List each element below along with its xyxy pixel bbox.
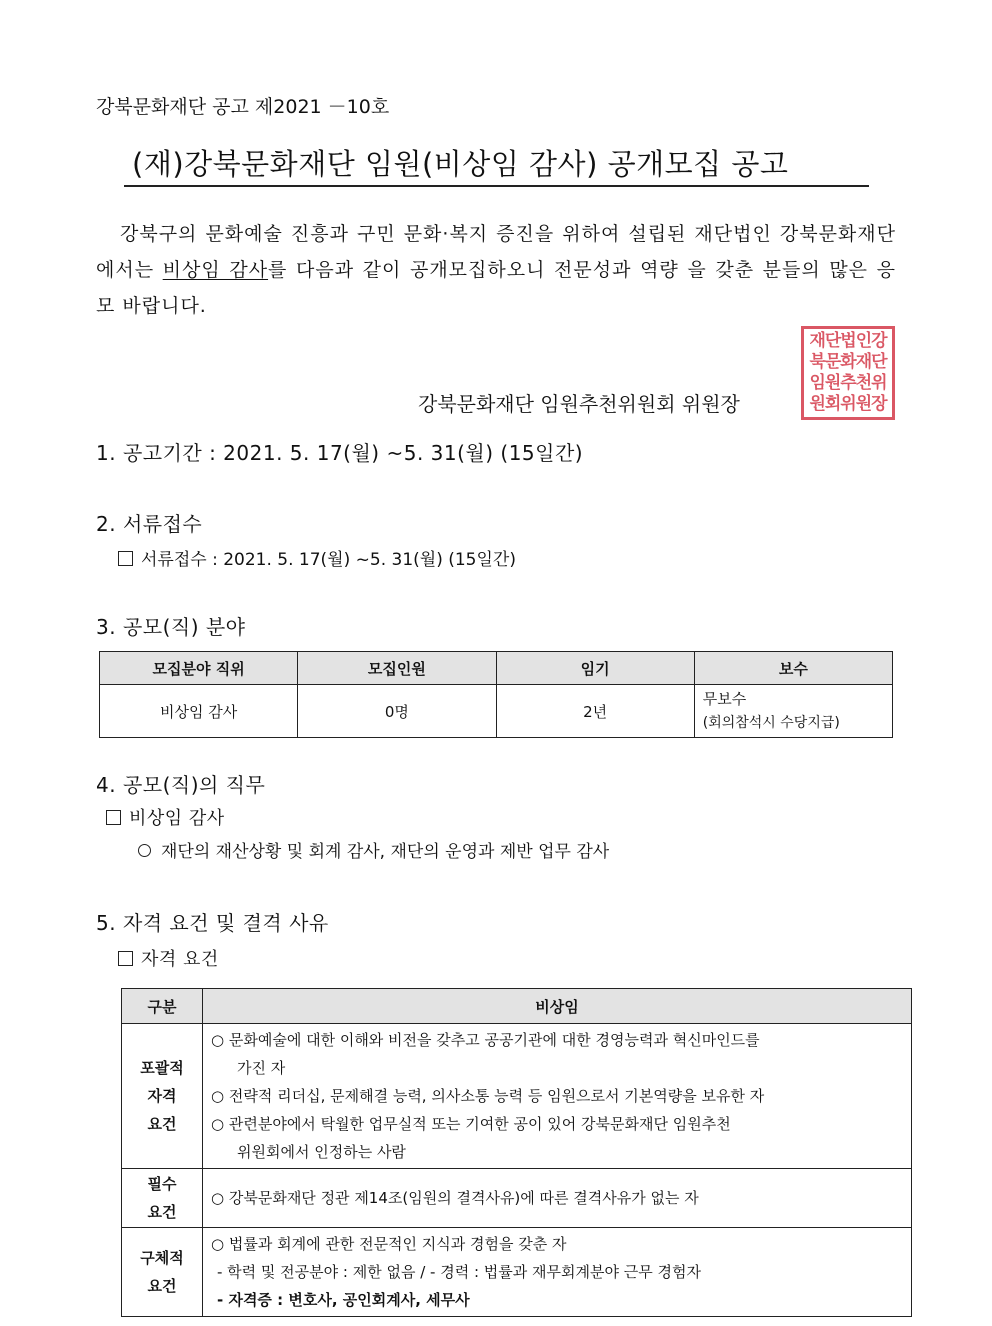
category-cell bbox=[122, 1228, 203, 1317]
intro-line-2-post: 를 다음과 같이 공개모집하오니 전문성과 역량 bbox=[268, 259, 679, 281]
intro-paragraph bbox=[96, 216, 896, 324]
table-header-cell: 모집인원 bbox=[298, 652, 496, 685]
requirement-line: ○ 강북문화재단 정관 제14조(임원의 결격사유)에 따른 결격사유가 없는 자 bbox=[211, 1189, 699, 1207]
table-row bbox=[100, 685, 893, 738]
table-header-row bbox=[122, 989, 912, 1024]
category-line: 요건 bbox=[147, 1277, 177, 1295]
requirement-cell bbox=[203, 1228, 912, 1317]
table-row bbox=[122, 1169, 912, 1228]
category-cell bbox=[122, 1169, 203, 1228]
section-4-detail bbox=[138, 837, 609, 862]
section-3-heading: 3. 공모(직) 분야 bbox=[96, 615, 246, 639]
requirement-cell bbox=[203, 1024, 912, 1169]
intro-line-2-pre: 강북문화재단 에서는 bbox=[96, 223, 896, 281]
requirement-line: ○ 문화예술에 대한 이해와 비전을 갖추고 공공기관에 대한 경영능력과 혁신마인드를 bbox=[211, 1031, 760, 1049]
section-2-item bbox=[118, 545, 516, 570]
qualification-table bbox=[121, 988, 912, 1317]
section-1-heading: 1. 공고기간 : 2021. 5. 17(월) ~5. 31(월) (15일간) bbox=[96, 441, 584, 465]
intro-underlined-position: 비상임 감사 bbox=[162, 259, 269, 281]
seal-line: 원회위원장 bbox=[809, 394, 887, 414]
square-bullet-icon bbox=[106, 810, 121, 825]
category-line: 포괄적 bbox=[140, 1059, 184, 1077]
section-5-item bbox=[118, 945, 219, 971]
section-4-heading: 4. 공모(직)의 직무 bbox=[96, 773, 266, 797]
table-header-cell: 모집분야 직위 bbox=[100, 652, 298, 685]
position-cell: 비상임 감사 bbox=[100, 685, 298, 738]
table-header-cell: 구분 bbox=[122, 989, 203, 1024]
category-line: 자격 bbox=[147, 1087, 177, 1105]
requirement-line: ○ 전략적 리더십, 문제해결 능력, 의사소통 능력 등 임원으로서 기본역량을 보유한 자 bbox=[211, 1087, 765, 1105]
table-header-cell: 보수 bbox=[694, 652, 892, 685]
table-row bbox=[122, 1024, 912, 1169]
section-2-heading: 2. 서류접수 bbox=[96, 512, 203, 536]
pay-cell bbox=[694, 685, 892, 738]
square-bullet-icon bbox=[118, 951, 133, 966]
category-line: 요건 bbox=[147, 1115, 177, 1133]
pay-line-1: 무보수 bbox=[702, 690, 747, 708]
seal-line: 임원추천위 bbox=[809, 373, 887, 393]
requirement-line: 가진 자 bbox=[237, 1059, 286, 1077]
notice-number: 강북문화재단 공고 제2021 －10호 bbox=[96, 96, 390, 118]
category-line: 요건 bbox=[147, 1203, 177, 1221]
seal-line: 재단법인강 bbox=[809, 331, 887, 351]
term-cell: 2년 bbox=[496, 685, 694, 738]
signer: 강북문화재단 임원추천위원회 위원장 bbox=[418, 392, 740, 416]
section-4-detail-text: 재단의 재산상황 및 회계 감사, 재단의 운영과 제반 업무 감사 bbox=[161, 842, 610, 862]
section-5-heading: 5. 자격 요건 및 결격 사유 bbox=[96, 911, 329, 935]
section-4-item bbox=[106, 804, 225, 830]
category-line: 필수 bbox=[147, 1175, 177, 1193]
square-bullet-icon bbox=[118, 551, 133, 566]
official-seal-stamp bbox=[801, 326, 895, 420]
circle-bullet-icon bbox=[138, 844, 151, 857]
section-4-item-text: 비상임 감사 bbox=[129, 808, 225, 829]
section-2-item-text: 서류접수 : 2021. 5. 17(월) ~5. 31(월) (15일간) bbox=[141, 550, 516, 570]
title-underline bbox=[124, 185, 869, 187]
category-line: 구체적 bbox=[140, 1249, 184, 1267]
table-row bbox=[122, 1228, 912, 1317]
intro-line-3: 을 갖춘 분들의 많은 응모 바랍니다. bbox=[96, 259, 896, 317]
section-5-item-text: 자격 요건 bbox=[141, 949, 219, 970]
requirement-line: - 학력 및 전공분야 : 제한 없음 / - 경력 : 법률과 재무회계분야 근무 경험자 bbox=[217, 1263, 701, 1281]
requirement-line: ○ 관련분야에서 탁월한 업무실적 또는 기여한 공이 있어 강북문화재단 임원추천 bbox=[211, 1115, 731, 1133]
table-header-row bbox=[100, 652, 893, 685]
requirement-line: ○ 법률과 회계에 관한 전문적인 지식과 경험을 갖춘 자 bbox=[211, 1235, 567, 1253]
category-cell bbox=[122, 1024, 203, 1169]
pay-line-2: (회의참석시 수당지급) bbox=[702, 715, 840, 731]
recruitment-table bbox=[99, 651, 893, 738]
page-title: (재)강북문화재단 임원(비상임 감사) 공개모집 공고 bbox=[132, 147, 789, 181]
seal-line: 북문화재단 bbox=[809, 352, 887, 372]
table-header-cell: 비상임 bbox=[203, 989, 912, 1024]
requirement-line: - 자격증 : 변호사, 공인회계사, 세무사 bbox=[217, 1291, 470, 1309]
count-cell: 0명 bbox=[298, 685, 496, 738]
intro-line-1: 강북구의 문화예술 진흥과 구민 문화·복지 증진을 위하여 설립된 재단법인 bbox=[120, 223, 772, 245]
table-header-cell: 임기 bbox=[496, 652, 694, 685]
requirement-line: 위원회에서 인정하는 사람 bbox=[237, 1143, 406, 1161]
requirement-cell bbox=[203, 1169, 912, 1228]
